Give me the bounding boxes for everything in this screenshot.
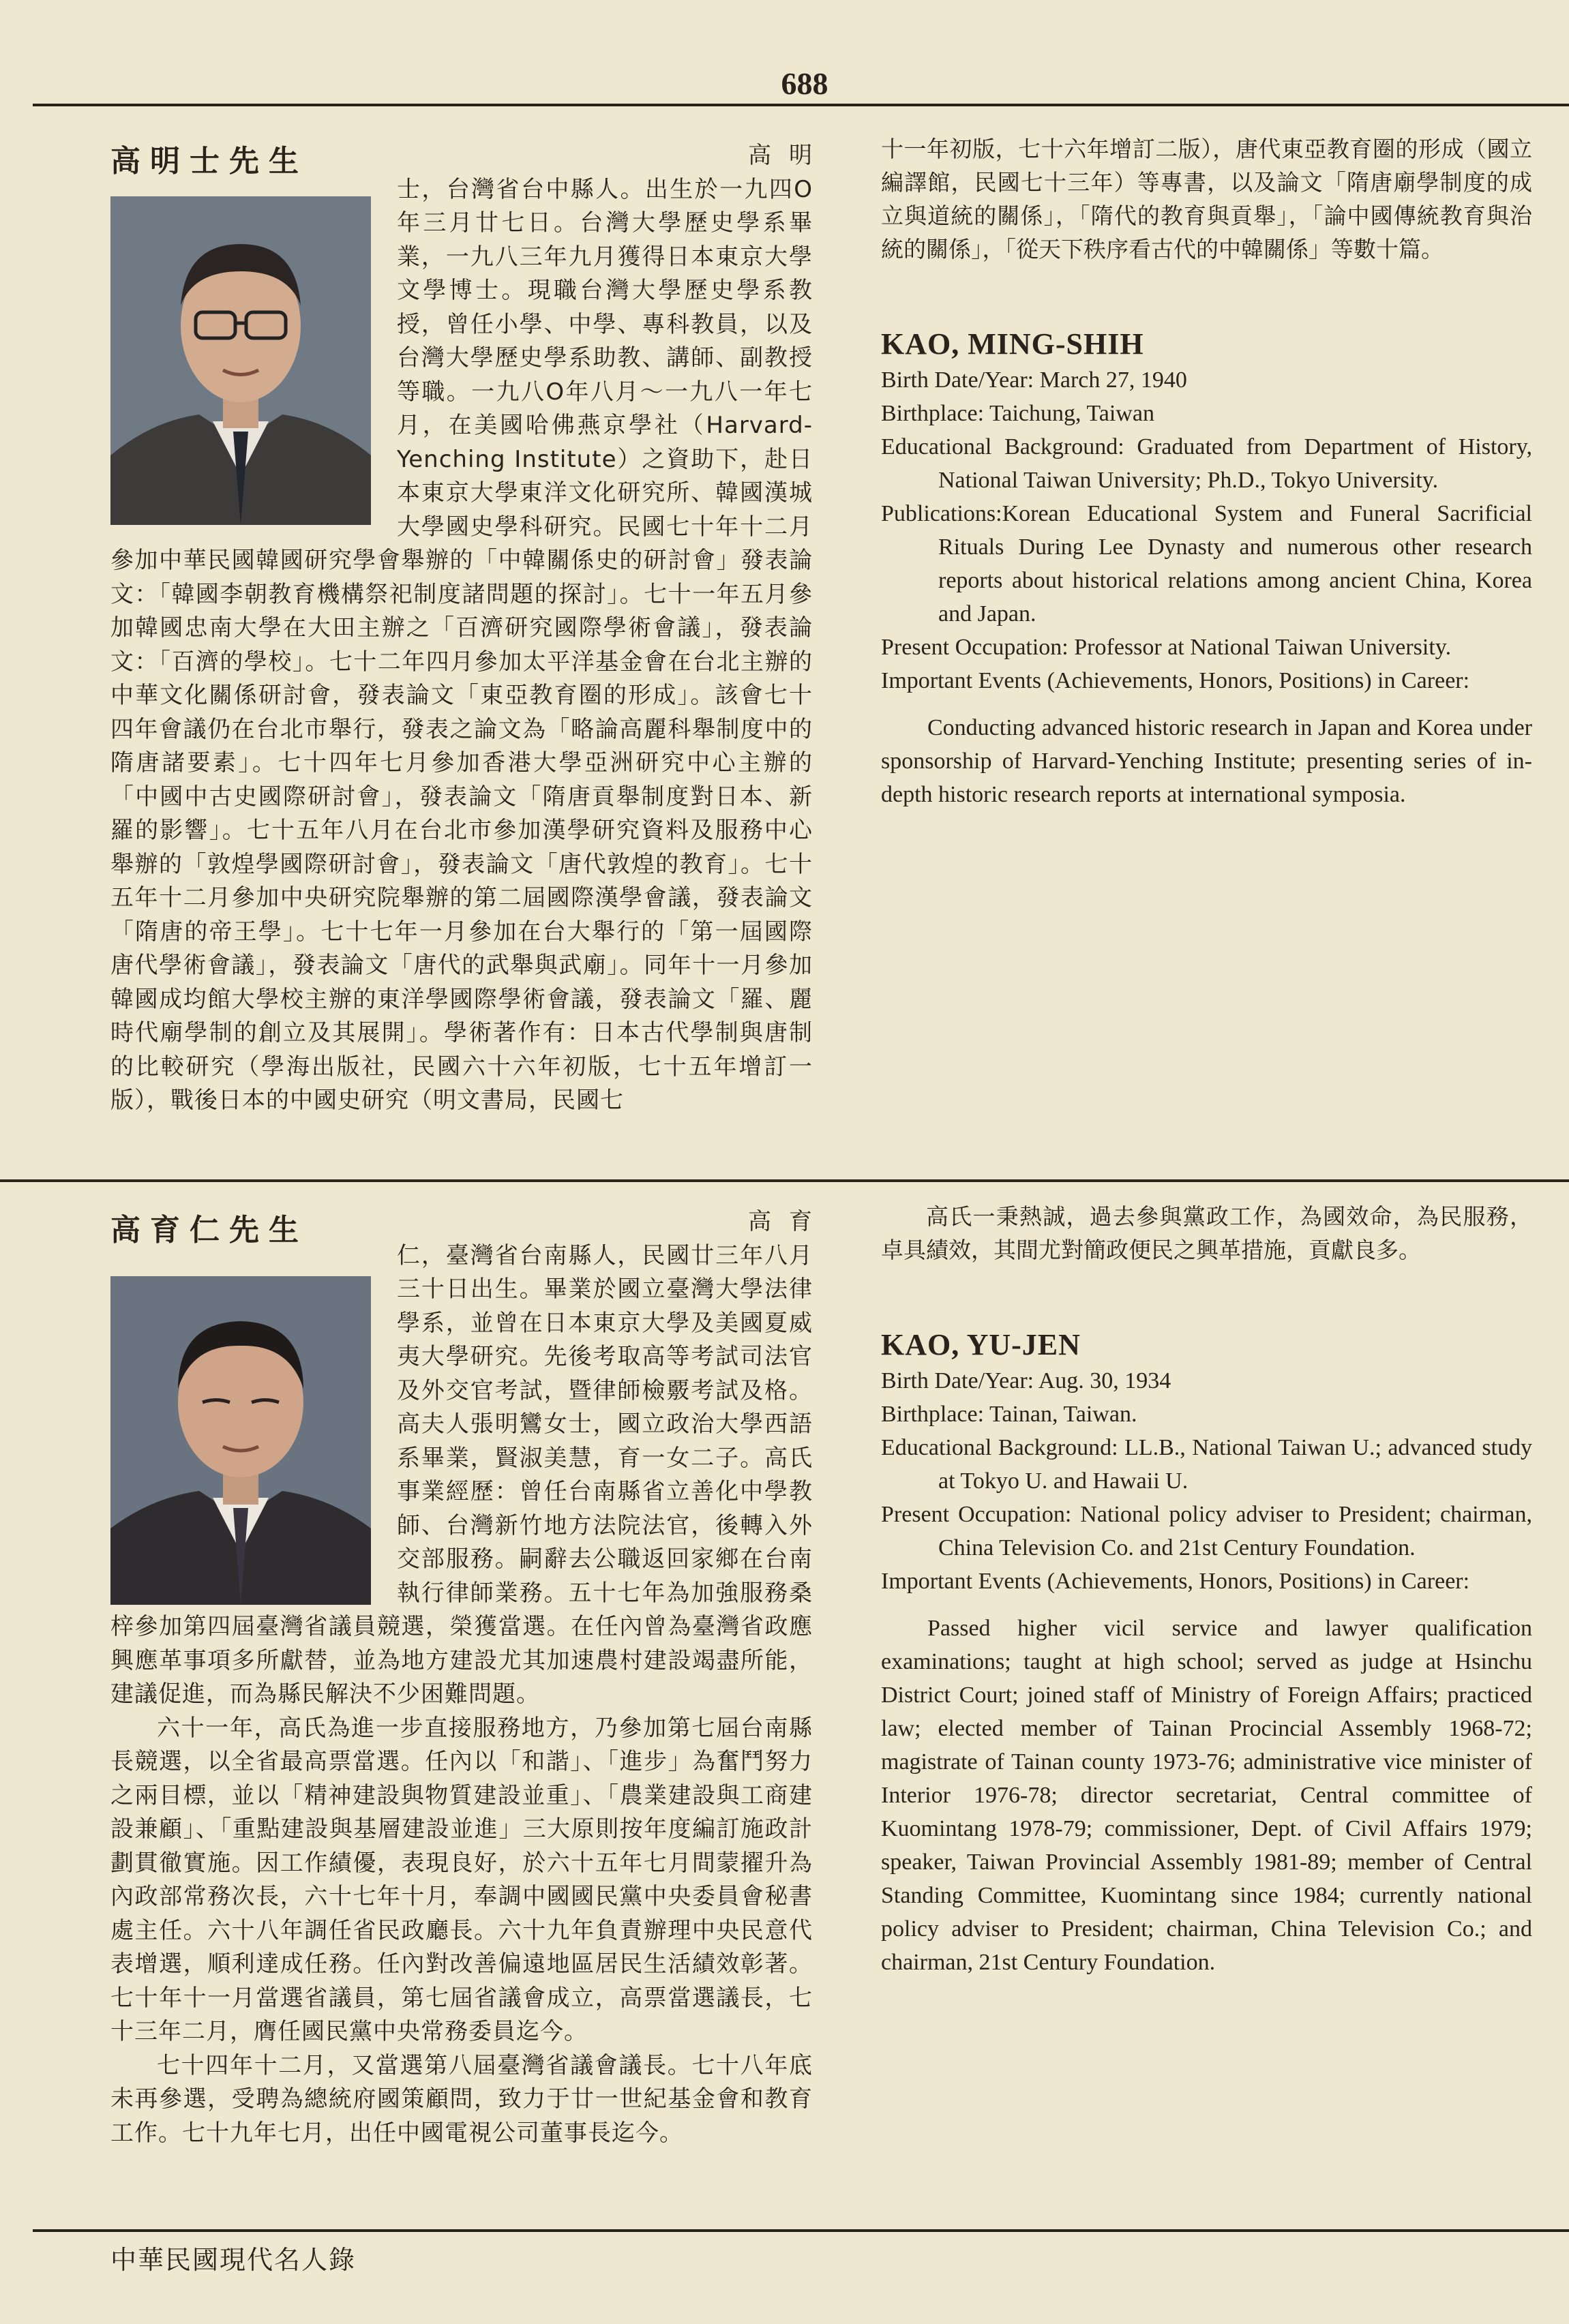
biography-entry-kao-ming-shih xyxy=(0,109,1569,1173)
field-label: Important Events (Achievements, Honors, Positions) in Career: xyxy=(881,1569,1470,1594)
occupation-field xyxy=(881,1498,1532,1565)
english-narrative: Conducting advanced historic research in Japan and Korea under sponsorship of Harvard-Yenching Institute; presenting series of in-depth historic research reports at international symposia. xyxy=(881,715,1532,807)
field-value: Tainan, Taiwan. xyxy=(989,1402,1137,1427)
english-name-heading: KAO, MING-SHIH xyxy=(881,327,1144,361)
publications-field xyxy=(881,497,1532,631)
field-value: LL.B., National Taiwan U.; advanced study at Tokyo U. and Hawaii U. xyxy=(938,1435,1533,1494)
field-label: Present Occupation: xyxy=(881,1502,1072,1527)
important-events-field xyxy=(881,664,1532,697)
chinese-biography-continuation: 高氏一秉熱誠，過去參與黨政工作，為國效命，為民服務，卓具績效，其間尤對簡政便民之興革措施，貢獻良多。 xyxy=(881,1203,1532,1263)
right-column xyxy=(881,1200,1532,1979)
occupation-field xyxy=(881,631,1532,664)
field-label: Birth Date/Year: xyxy=(881,1368,1034,1393)
birth-date-field xyxy=(881,363,1532,397)
right-column xyxy=(881,132,1532,811)
birthplace-field xyxy=(881,397,1532,430)
biography-entry-kao-yu-jen xyxy=(0,1186,1569,2222)
chinese-biography-text: 高明士，台灣省台中縣人。出生於一九四O年三月廿七日。台灣大學歷史學系畢業，一九八三年九月獲得日本東京大學文學博士。現職台灣大學歷史學系教授，曾任小學、中學、專科教員，以及台灣大學歷史學系助教、講師、副教授等職。一九八O年八月～一九八一年七月，在美國哈佛燕京學社（Harvard-Yenching Institute）之資助下，赴日本東京大學東洋文化研究所、韓國漢城大學國史學科研究。民國七十年十二月參加中華民國韓國研究學會舉辦的「中韓關係史的研討會」發表論文：「韓國李朝教育機構祭祀制度諸問題的探討」。七十一年五月參加韓國忠南大學在大田主辦之「百濟研究國際學術會議」，發表論文：「百濟的學校」。七十二年四月參加太平洋基金會在台北主辦的中華文化關係研討會，發表論文「東亞教育圈的形成」。該會七十四年會議仍在台北市舉行，發表之論文為「略論高麗科舉制度中的隋唐諸要素」。七十四年七月參加香港大學亞洲研究中心主辦的「中國中古史國際研討會」，發表論文「隋唐貢舉制度對日本、新羅的影響」。七十五年八月在台北市參加漢學研究資料及服務中心舉辦的「敦煌學國際研討會」，發表論文「唐代敦煌的教育」。七十五年十二月參加中央研究院舉辦的第二屆國際漢學會議，發表論文「隋唐的帝王學」。七十七年一月參加在台大舉行的「第一屆國際唐代學術會議」，發表論文「唐代的武舉與武廟」。同年十一月參加韓國成均館大學校主辦的東洋學國際學術會議，發表論文「羅、麗時代廟學制的創立及其展開」。學術著作有：日本古代學制與唐制的比較研究（學海出版社，民國六十六年初版，七十五年增訂一版），戰後日本的中國史研究（明文書局，民國七 xyxy=(110,142,813,1114)
important-events-field xyxy=(881,1565,1532,1598)
chinese-biography xyxy=(110,139,813,1118)
field-value: Graduated from Department of History, National Taiwan University; Ph.D., Tokyo University. xyxy=(938,434,1533,493)
chinese-biography-paragraph: 六十一年，高氏為進一步直接服務地方，乃參加第七屆台南縣長競選，以全省最高票當選。任內以「和諧」、「進步」為奮鬥努力之兩目標，並以「精神建設與物質建設並重」、「農業建設與工商建設兼顧」、「重點建設與基層建設並進」三大原則按年度編訂施政計劃貫徹實施。因工作績優，表現良好，於六十五年七月間蒙擢升為內政部常務次長，六十七年十月，奉調中國國民黨中央委員會秘書處主任。六十八年調任省民政廳長。六十九年負責辦理中央民意代表增選，順利達成任務。任內對改善偏遠地區居民生活績效彰著。七十年十一月當選省議員，第七屆省議會成立，高票當選議長，七十三年二月，膺任國民黨中央常務委員迄今。 xyxy=(110,1714,813,2045)
chinese-biography xyxy=(110,1205,813,2150)
education-field xyxy=(881,430,1532,497)
field-value: Professor at National Taiwan University. xyxy=(1074,635,1452,660)
field-value: Taichung, Taiwan xyxy=(989,401,1154,426)
field-label: Birthplace: xyxy=(881,401,985,426)
field-value: Korean Educational System and Funeral Sacrificial Rituals During Lee Dynasty and numerous other research reports about historical relations among ancient China, Korea and Japan. xyxy=(938,501,1532,627)
english-name-heading: KAO, YU-JEN xyxy=(881,1328,1081,1361)
field-value: Aug. 30, 1934 xyxy=(1038,1368,1171,1393)
page-number: 688 xyxy=(781,66,828,101)
entry-divider-rule xyxy=(0,1179,1569,1182)
education-field xyxy=(881,1431,1532,1498)
field-label: Birthplace: xyxy=(881,1402,985,1427)
field-label: Important Events (Achievements, Honors, Positions) in Career: xyxy=(881,668,1470,693)
chinese-biography-paragraph: 七十四年十二月，又當選第八屆臺灣省議會議長。七十八年底未再參選，受聘為總統府國策顧問，致力于廿一世紀基金會和教育工作。七十九年七月，出任中國電視公司董事長迄今。 xyxy=(110,2051,813,2147)
chinese-biography-continuation: 十一年初版，七十六年增訂二版），唐代東亞教育圈的形成（國立編譯館，民國七十三年）等專書，以及論文「隋唐廟學制度的成立與道統的關係」，「隋代的教育與貢舉」，「論中國傳統教育與治統的關係」，「從天下秩序看古代的中韓關係」等數十篇。 xyxy=(881,136,1532,262)
book-title-footer: 中華民國現代名人錄 xyxy=(110,2245,357,2275)
birth-date-field xyxy=(881,1364,1532,1398)
field-value: National policy adviser to President; chairman, China Television Co. and 21st Century Foundation. xyxy=(938,1502,1533,1560)
field-label: Present Occupation: xyxy=(881,635,1069,660)
field-label: Educational Background: xyxy=(881,1435,1118,1460)
bottom-rule xyxy=(33,2229,1569,2232)
chinese-name-heading: 高育仁先生 xyxy=(110,1213,308,1248)
field-label: Educational Background: xyxy=(881,434,1124,459)
field-label: Publications: xyxy=(881,501,1002,526)
field-value: March 27, 1940 xyxy=(1039,367,1187,393)
chinese-name-heading: 高明士先生 xyxy=(110,144,308,179)
birthplace-field xyxy=(881,1398,1532,1431)
english-narrative: Passed higher vicil service and lawyer qualification examinations; taught at high school; served as judge at Hsinchu District Court; joined staff of Ministry of Foreign Affairs; practiced law; elected member of Tainan Procincial Assembly 1968-72; magistrate of Tainan county 1973-76; administrative vice minister of Interior 1976-78; director secretariat, Central committee of Kuomintang 1978-79; commissioner, Dept. of Civil Affairs 1979; speaker, Taiwan Provincial Assembly 1981-89; member of Central Standing Committee, Kuomintang since 1984; currently national policy adviser to President; chairman, China Television Co.; and chairman, 21st Century Foundation. xyxy=(881,1616,1532,1975)
chinese-biography-text: 高育仁，臺灣省台南縣人，民國廿三年八月三十日出生。畢業於國立臺灣大學法律學系，並曾在日本東京大學及美國夏威夷大學研究。先後考取高等考試司法官及外交官考試，暨律師檢覈考試及格。高夫人張明鸞女士，國立政治大學西語系畢業，賢淑美慧，育一女二子。高氏事業經歷：曾任台南縣省立善化中學教師、台灣新竹地方法院法官，後轉入外交部服務。嗣辭去公職返回家鄉在台南執行律師業務。五十七年為加強服務桑梓參加第四屆臺灣省議員競選，榮獲當選。在任內曾為臺灣省政應興應革事項多所獻替，並為地方建設尤其加速農村建設竭盡所能，建議促進，而為縣民解決不少困難問題。 xyxy=(110,1208,813,1708)
field-label: Birth Date/Year: xyxy=(881,367,1034,393)
top-rule xyxy=(33,104,1569,106)
